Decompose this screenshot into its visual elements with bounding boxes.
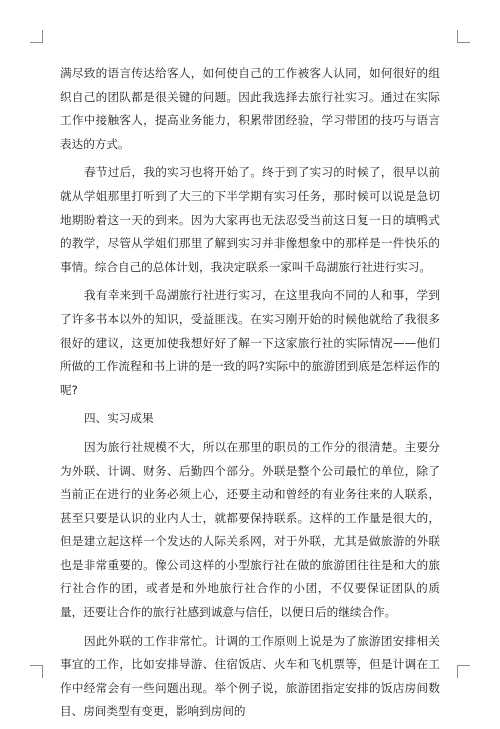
paragraph: 春节过后，我的实习也将开始了。终于到了实习的时候了，很早以前就从学姐那里打听到了大三的下半学期有实习任务，那时候可以说是急切地期盼着这一天的到来。因为大家再也无法忍受当前这日复一日的填鸭式的教学，尽管从学姐们那里了解到实习并非像想象中的那样是一件快乐的事情。综合自己的总体计划，我决定联系一家叫千岛湖旅行社进行实习。 [60,165,440,274]
crop-mark-top-right [457,30,470,43]
paragraph: 满尽致的语言传达给客人，如何使自己的工作被客人认同，如何很好的组织自己的团队都是很关键的问题。因此我选择去旅行社实习。通过在实际工作中接触客人，提高业务能力，积累带团经验，学习带团的技巧与语言表达的方式。 [60,66,440,151]
paragraph: 因为旅行社规模不大，所以在那里的职员的工作分的很清楚。主要分为外联、计调、财务、后勤四个部分。外联是整个公司最忙的单位，除了当前正在进行的业务必须上心，还要主动和曾经的有业务往来的人联系，甚至只要是认识的业内人士，就都要保持联系。这样的工作量是很大的，但是建立起这样一个发达的人际关系网，对于外联，尤其是做旅游的外联也是非常重要的。像公司这样的小型旅行社在做的旅游团往往是和大的旅行社合作的团，或者是和外地旅行社合作的小团，不仅要保证团队的质量，还要让合作的旅行社感到诚意与信任，以便日后的继续合作。 [60,439,440,620]
paragraph: 我有幸来到千岛湖旅行社进行实习，在这里我向不同的人和事，学到了许多书本以外的知识，受益匪浅。在实习刚开始的时候他就给了我很多很好的建议，这更加使我想好好了解一下这家旅行社的实际情况——他们所做的工作流程和书上讲的是一致的吗?实际中的旅游团到底是怎样运作的呢? [60,288,440,397]
document-body [60,62,440,729]
crop-mark-top-left [30,30,43,43]
crop-mark-bottom-right [457,665,470,678]
section-heading: 四、实习成果 [84,411,154,426]
paragraph: 因此外联的工作非常忙。计调的工作原则上说是为了旅游团安排相关事宜的工作，比如安排导游、住宿饭店、火车和飞机票等，但是计调在工作中经常会有一些问题出现。举个例子说，旅游团指定安排的饭店房间数目、房间类型有变更，影响到房间的 [60,633,440,719]
crop-mark-bottom-left [30,665,43,678]
